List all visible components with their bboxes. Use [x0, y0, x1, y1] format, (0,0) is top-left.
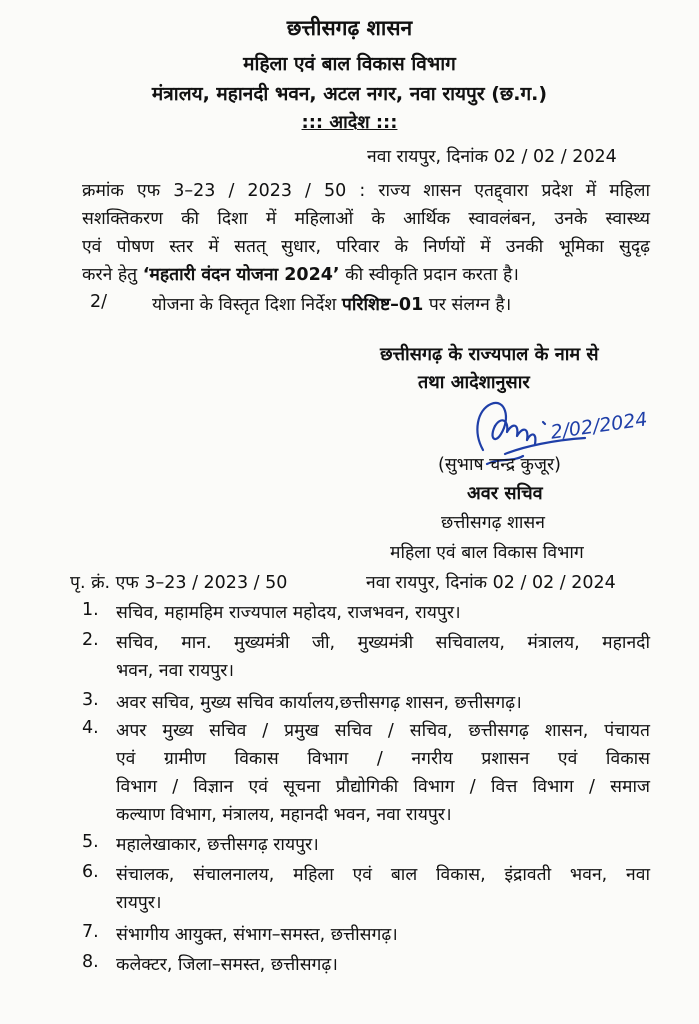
recipient-2-number: 2. — [82, 630, 99, 650]
recipient-1-number: 1. — [82, 600, 99, 620]
signatory-designation: अवर सचिव — [467, 483, 543, 504]
recipient-4-line-4: कल्याण विभाग, मंत्रालय, महानदी भवन, नवा रायपुर। — [116, 805, 452, 825]
recipient-2-line-2: भवन, नवा रायपुर। — [116, 661, 234, 681]
signatory-department: महिला एवं बाल विकास विभाग — [390, 543, 584, 563]
para-2-post: पर संलग्न है। — [423, 295, 512, 315]
recipient-7-line-1: संभागीय आयुक्त, संभाग–समस्त, छत्तीसगढ़। — [116, 925, 398, 945]
address-heading: मंत्रालय, महानदी भवन, अटल नगर, नवा रायपुर (छ.ग.) — [151, 83, 548, 105]
recipient-8-line-1: कलेक्टर, जिला–समस्त, छत्तीसगढ़। — [116, 955, 338, 975]
body-line-4-post: की स्वीकृति प्रदान करता है। — [339, 265, 519, 285]
department-heading: महिला एवं बाल विकास विभाग — [243, 53, 456, 75]
recipient-4-line-3: विभाग / विज्ञान एवं सूचना प्रौद्योगिकी विभाग / वित्त विभाग / समाज — [116, 777, 650, 797]
recipient-6-line-1: संचालक, संचालनालय, महिला एवं बाल विकास, इंद्रावती भवन, नवा — [116, 865, 650, 885]
body-line-1: क्रमांक एफ 3–23 / 2023 / 50 : राज्य शासन एतद्द्वारा प्रदेश में महिला — [82, 181, 650, 201]
recipient-8-number: 8. — [82, 952, 99, 972]
recipient-6-number: 6. — [82, 862, 99, 882]
recipient-7-number: 7. — [82, 922, 99, 942]
signatory-name: (सुभाष चन्द्र कुजूर) — [438, 455, 561, 475]
para-2-text — [152, 292, 511, 316]
recipient-1-line-1: सचिव, महामहिम राज्यपाल महोदय, राजभवन, रायपुर। — [116, 603, 461, 623]
endorsement-date: नवा रायपुर, दिनांक 02 / 02 / 2024 — [366, 573, 616, 593]
body-line-4-pre: करने हेतु — [82, 265, 143, 285]
recipient-4-number: 4. — [82, 718, 99, 738]
recipient-4-line-2: एवं ग्रामीण विकास विभाग / नगरीय प्रशासन एवं विकास — [116, 749, 650, 769]
para-2-pre: योजना के विस्तृत दिशा निर्देश — [152, 295, 342, 315]
recipient-3-line-1: अवर सचिव, मुख्य सचिव कार्यालय,छत्तीसगढ़ शासन, छत्तीसगढ़। — [116, 693, 522, 713]
annexure-ref: परिशिष्ट–01 — [341, 295, 424, 315]
signature-date: 2/02/2024 — [549, 408, 649, 444]
body-line-3: एवं पोषण स्तर में सतत् सुधार, परिवार के निर्णयों में उनकी भूमिका सुदृढ़ — [82, 237, 650, 257]
para-2-number: 2/ — [90, 292, 108, 312]
signatory-government: छत्तीसगढ़ शासन — [441, 513, 545, 533]
authority-line-2: तथा आदेशानुसार — [418, 372, 530, 393]
recipient-3-number: 3. — [82, 690, 99, 710]
body-line-4 — [82, 262, 519, 286]
scheme-name: ‘महतारी वंदन योजना 2024’ — [142, 265, 340, 285]
authority-line-1: छत्तीसगढ़ के राज्यपाल के नाम से — [380, 344, 599, 365]
order-title: ::: आदेश ::: — [301, 112, 398, 133]
order-date: नवा रायपुर, दिनांक 02 / 02 / 2024 — [367, 147, 617, 167]
government-heading: छत्तीसगढ़ शासन — [286, 16, 413, 40]
recipient-4-line-1: अपर मुख्य सचिव / प्रमुख सचिव / सचिव, छत्तीसगढ़ शासन, पंचायत — [116, 721, 650, 741]
endorsement-ref: पृ. क्रं. एफ 3–23 / 2023 / 50 — [70, 573, 288, 593]
recipient-5-line-1: महालेखाकार, छत्तीसगढ़ रायपुर। — [116, 835, 319, 855]
recipient-6-line-2: रायपुर। — [116, 893, 162, 913]
body-line-2: सशक्तिकरण की दिशा में महिलाओं के आर्थिक स्वावलंबन, उनके स्वास्थ्य — [82, 209, 650, 229]
recipient-5-number: 5. — [82, 832, 99, 852]
recipient-2-line-1: सचिव, मान. मुख्यमंत्री जी, मुख्यमंत्री सचिवालय, मंत्रालय, महानदी — [116, 633, 650, 653]
